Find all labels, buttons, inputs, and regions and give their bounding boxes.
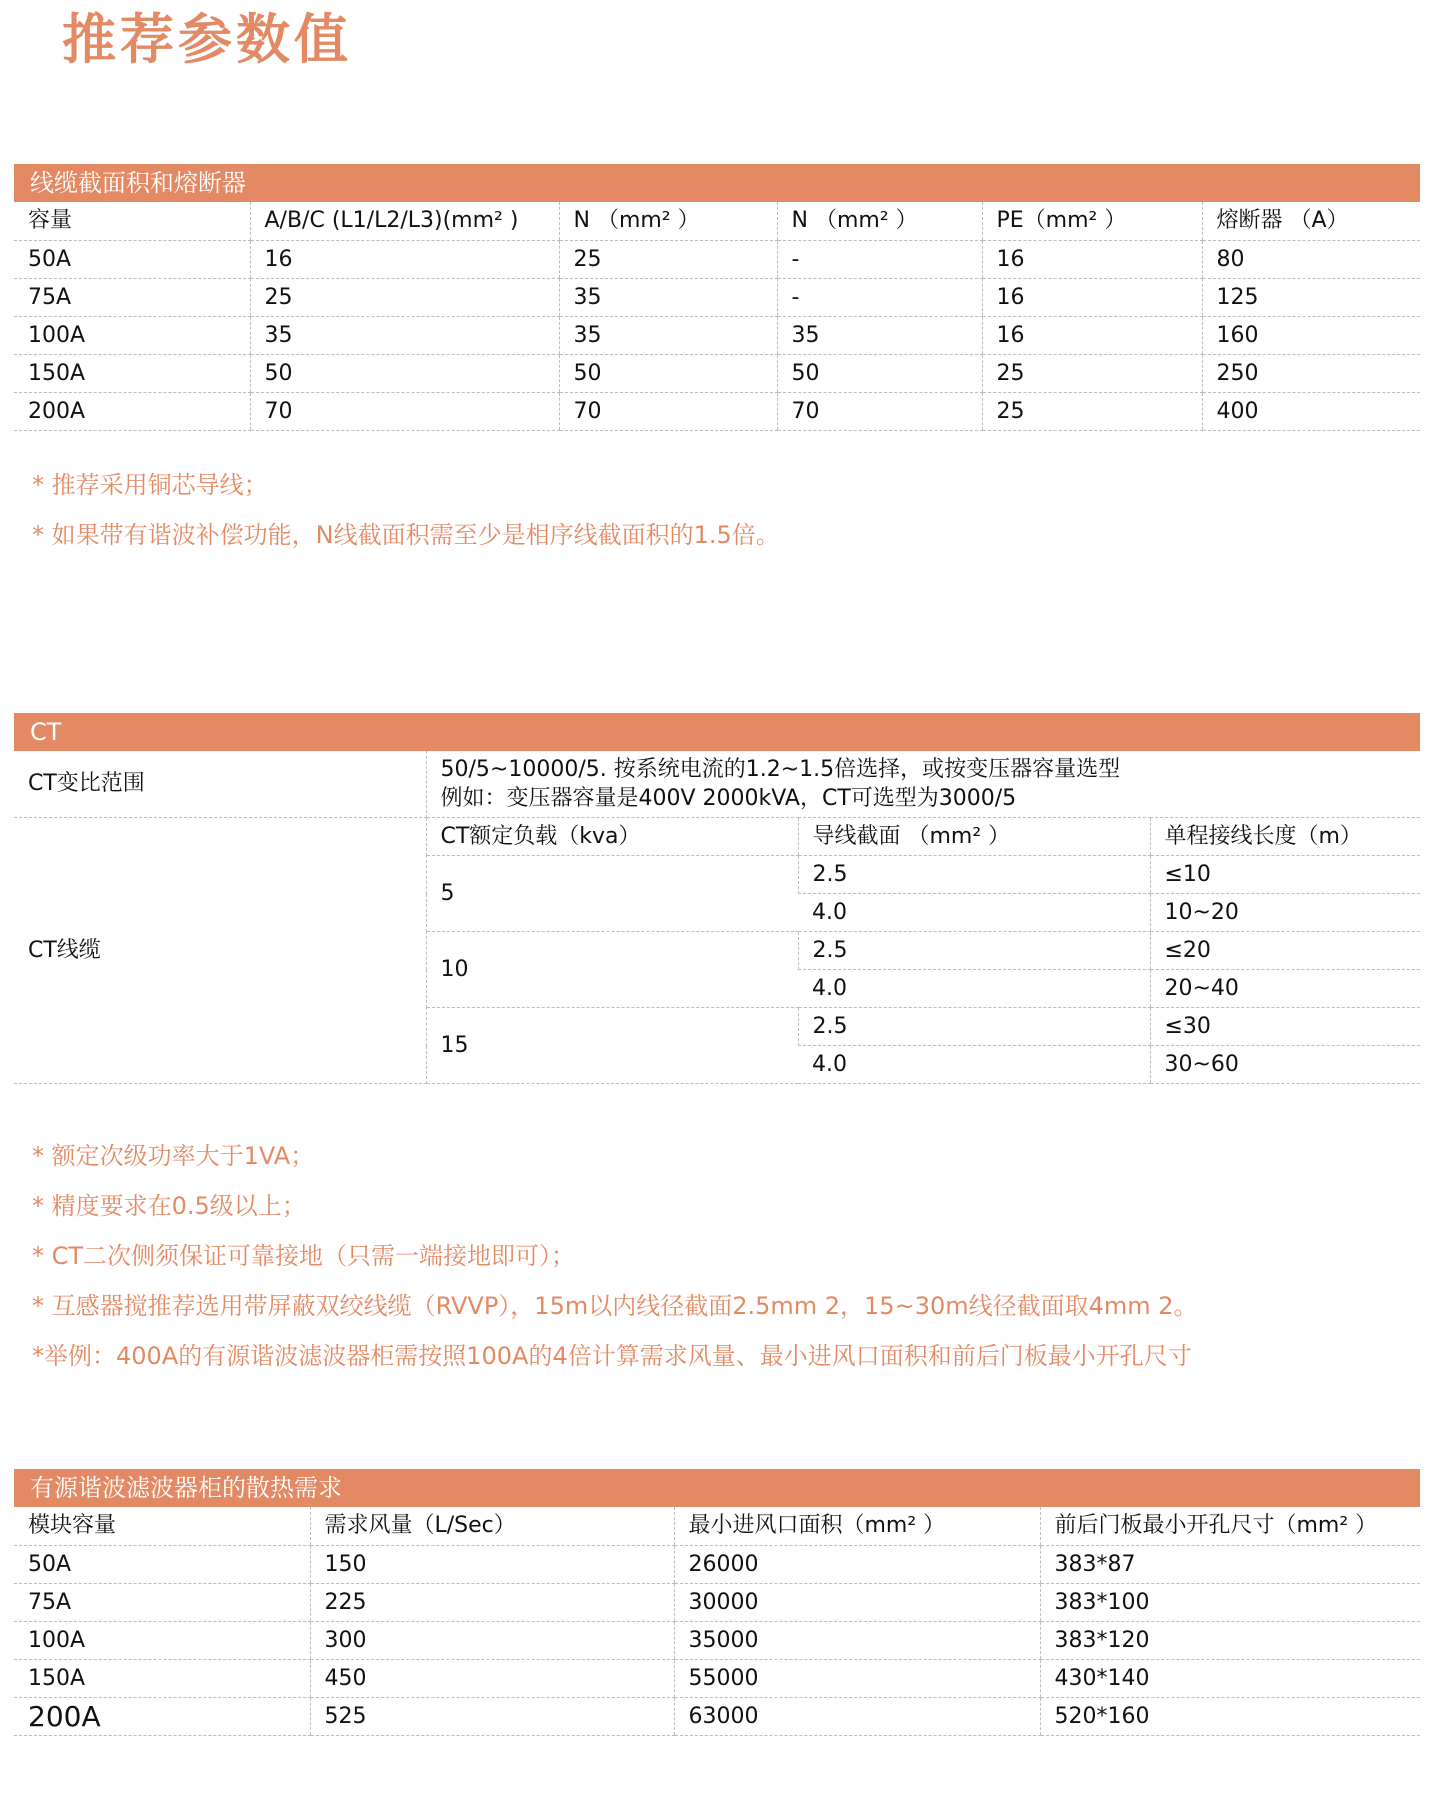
ct-range-line2: 例如：变压器容量是400V 2000kVA，CT可选型为3000/5 [440,786,1017,811]
table-cell: 63000 [674,1698,1040,1736]
note: * 互感器搅推荐选用带屏蔽双绞线缆（RVVP），15m以内线径截面2.5mm 2，15~30m线径截面取4mm 2。 [32,1292,1198,1320]
table-cell: 100A [14,317,250,355]
ct-section-header: CT [14,713,1420,751]
table-cell: 150 [310,1546,674,1584]
ct-table [14,751,1420,1084]
table-cell: 50A [14,241,250,279]
cable-col-capacity: 容量 [14,202,250,241]
ct-load-value: 15 [426,1008,798,1084]
table-cell: 16 [982,279,1202,317]
ct-col-section: 导线截面 （mm² ） [798,818,1150,856]
table-cell: 55000 [674,1660,1040,1698]
cable-section-header: 线缆截面积和熔断器 [14,164,1420,202]
cable-table-header-row [14,202,1420,241]
cooling-table-header-row [14,1507,1420,1546]
table-cell: 25 [982,393,1202,431]
ct-load-value: 5 [426,856,798,932]
table-row [14,279,1420,317]
table-cell: ≤30 [1150,1008,1420,1046]
table-cell: 50 [250,355,559,393]
table-cell: 525 [310,1698,674,1736]
table-cell: 16 [982,317,1202,355]
table-cell: 10~20 [1150,894,1420,932]
table-cell: 100A [14,1622,310,1660]
table-cell: 35000 [674,1622,1040,1660]
table-cell: 35 [559,279,777,317]
table-cell: 225 [310,1584,674,1622]
ct-col-load: CT额定负载（kva） [426,818,798,856]
note: * 推荐采用铜芯导线； [32,471,268,499]
table-row [14,1698,1420,1736]
table-cell: 300 [310,1622,674,1660]
ct-range-value [426,751,1420,818]
table-cell: 35 [250,317,559,355]
table-cell: 150A [14,355,250,393]
table-row [14,355,1420,393]
ct-load-value: 10 [426,932,798,1008]
table-cell: - [777,241,982,279]
table-cell: 70 [559,393,777,431]
table-cell: 430*140 [1040,1660,1420,1698]
table-cell: 50 [559,355,777,393]
ct-col-length: 单程接线长度（m） [1150,818,1420,856]
cooling-col-inlet: 最小进风口面积（mm² ） [674,1507,1040,1546]
table-cell: 20~40 [1150,970,1420,1008]
cooling-col-airflow: 需求风量（L/Sec） [310,1507,674,1546]
note: * 如果带有谐波补偿功能，N线截面积需至少是相序线截面积的1.5倍。 [32,521,780,549]
table-cell: 75A [14,1584,310,1622]
table-cell: 160 [1202,317,1420,355]
cooling-table [14,1507,1420,1736]
table-cell: 520*160 [1040,1698,1420,1736]
table-cell: 30~60 [1150,1046,1420,1084]
table-row [14,1622,1420,1660]
table-cell: ≤10 [1150,856,1420,894]
table-cell: 383*87 [1040,1546,1420,1584]
table-row [14,317,1420,355]
table-cell: 16 [982,241,1202,279]
table-cell: 30000 [674,1584,1040,1622]
table-cell: 200A [14,393,250,431]
table-cell: 400 [1202,393,1420,431]
table-cell: - [777,279,982,317]
ct-range-label: CT变比范围 [14,751,426,818]
cable-col-abc: A/B/C (L1/L2/L3)(mm² ) [250,202,559,241]
cooling-col-opening: 前后门板最小开孔尺寸（mm² ） [1040,1507,1420,1546]
table-cell: 200A [14,1698,310,1736]
table-cell: 50 [777,355,982,393]
ct-range-row [14,751,1420,818]
table-cell: 150A [14,1660,310,1698]
note: *举例：400A的有源谐波滤波器柜需按照100A的4倍计算需求风量、最小进风口面积和前后门板最小开孔尺寸 [32,1342,1192,1370]
table-cell: 383*100 [1040,1584,1420,1622]
table-row [14,241,1420,279]
ct-cable-label: CT线缆 [14,818,426,1084]
note: * CT二次侧须保证可靠接地（只需一端接地即可）； [32,1242,576,1270]
table-cell: 80 [1202,241,1420,279]
cable-col-fuse: 熔断器 （A） [1202,202,1420,241]
cable-col-n2: N （mm² ） [777,202,982,241]
table-row [14,1584,1420,1622]
cable-col-n1: N （mm² ） [559,202,777,241]
table-cell: 35 [777,317,982,355]
ct-range-line1: 50/5~10000/5. 按系统电流的1.2~1.5倍选择，或按变压器容量选型 [440,757,1121,782]
table-cell: 25 [982,355,1202,393]
cable-col-pe: PE（mm² ） [982,202,1202,241]
cable-table [14,202,1420,431]
table-cell: 2.5 [798,1008,1150,1046]
note: * 额定次级功率大于1VA； [32,1142,315,1170]
table-cell: 4.0 [798,970,1150,1008]
cable-notes [32,460,780,560]
ct-notes [32,1131,1198,1381]
cooling-section-header: 有源谐波滤波器柜的散热需求 [14,1469,1420,1507]
table-cell: 4.0 [798,894,1150,932]
table-cell: 383*120 [1040,1622,1420,1660]
table-cell: 25 [559,241,777,279]
table-cell: 450 [310,1660,674,1698]
ct-subheader-row [14,818,1420,856]
table-cell: 25 [250,279,559,317]
cooling-col-module: 模块容量 [14,1507,310,1546]
table-cell: 70 [250,393,559,431]
table-cell: 70 [777,393,982,431]
table-row [14,393,1420,431]
table-cell: 125 [1202,279,1420,317]
table-row [14,1660,1420,1698]
table-cell: 250 [1202,355,1420,393]
table-cell: 35 [559,317,777,355]
table-cell: 16 [250,241,559,279]
table-cell: 50A [14,1546,310,1584]
table-cell: 4.0 [798,1046,1150,1084]
table-cell: 2.5 [798,856,1150,894]
table-cell: ≤20 [1150,932,1420,970]
note: * 精度要求在0.5级以上； [32,1192,306,1220]
table-cell: 2.5 [798,932,1150,970]
table-cell: 26000 [674,1546,1040,1584]
page-title: 推荐参数值 [62,8,352,71]
table-row [14,1546,1420,1584]
table-cell: 75A [14,279,250,317]
